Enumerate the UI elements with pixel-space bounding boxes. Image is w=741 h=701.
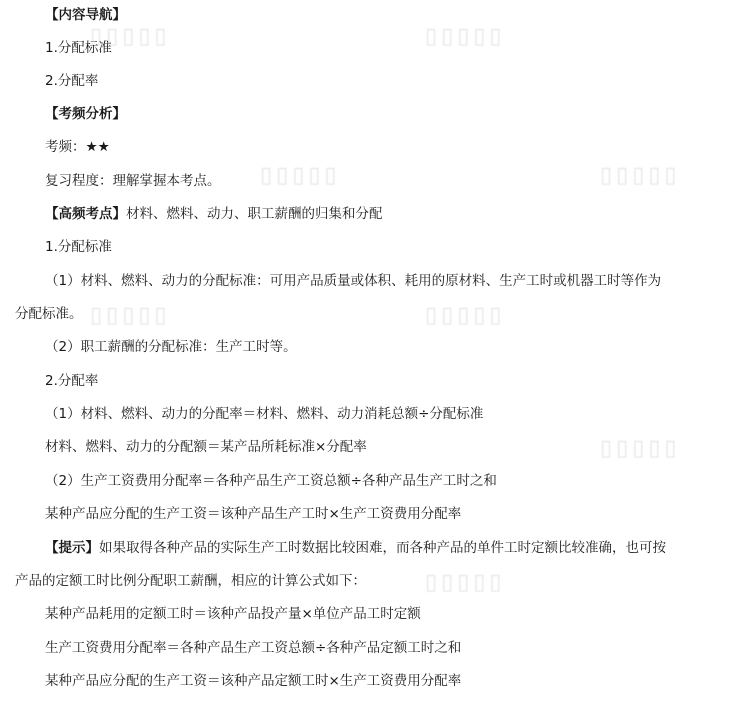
s2-item2: （2）生产工资费用分配率＝各种产品生产工资总额÷各种产品生产工时之和 xyxy=(45,473,497,489)
freq-heading: 【考频分析】 xyxy=(45,106,126,122)
hot-heading: 【高频考点】 xyxy=(45,206,126,222)
section2-title: 2.分配率 xyxy=(45,373,99,389)
watermark: ▯▯▯▯▯ xyxy=(90,303,171,328)
tip-text: 如果取得各种产品的实际生产工时数据比较困难，而各种产品的单件工时定额比较准确，也可按 xyxy=(99,540,666,556)
nav-heading-line xyxy=(0,5,741,25)
tip-line2: 产品的定额工时比例分配职工薪酬，相应的计算公式如下： xyxy=(15,573,366,589)
freq-heading-line xyxy=(0,104,741,124)
s2-item2-formula: 某种产品应分配的生产工资＝该种产品生产工时×生产工资费用分配率 xyxy=(45,506,462,522)
s1-item2: （2）职工薪酬的分配标准：生产工时等。 xyxy=(45,339,297,355)
tip-heading: 【提示】 xyxy=(45,540,99,556)
formula-1: 某种产品耗用的定额工时＝该种产品投产量×单位产品工时定额 xyxy=(45,606,421,622)
s1-item1-line2: 分配标准。 xyxy=(15,306,83,322)
s2-item1-formula: 材料、燃料、动力的分配额＝某产品所耗标准×分配率 xyxy=(45,439,367,455)
watermark: ▯▯▯▯▯ xyxy=(425,570,506,595)
s2-item1: （1）材料、燃料、动力的分配率＝材料、燃料、动力消耗总额÷分配标准 xyxy=(45,406,484,422)
formula-3: 某种产品应分配的生产工资＝该种产品定额工时×生产工资费用分配率 xyxy=(45,673,462,689)
watermark: ▯▯▯▯▯ xyxy=(260,163,341,188)
review-level: 复习程度：理解掌握本考点。 xyxy=(45,173,221,189)
watermark: ▯▯▯▯▯ xyxy=(600,436,681,461)
hot-topic: 材料、燃料、动力、职工薪酬的归集和分配 xyxy=(126,206,383,222)
nav-item: 2.分配率 xyxy=(45,73,99,89)
hot-topic-line xyxy=(0,204,741,224)
watermark: ▯▯▯▯▯ xyxy=(425,303,506,328)
nav-heading: 【内容导航】 xyxy=(45,7,126,23)
nav-item: 1.分配标准 xyxy=(45,40,112,56)
watermark: ▯▯▯▯▯ xyxy=(90,24,171,49)
watermark: ▯▯▯▯▯ xyxy=(600,163,681,188)
formula-2: 生产工资费用分配率＝各种产品生产工资总额÷各种产品定额工时之和 xyxy=(45,640,462,656)
tip-line1 xyxy=(0,538,741,558)
section1-title: 1.分配标准 xyxy=(45,239,112,255)
watermark: ▯▯▯▯▯ xyxy=(425,24,506,49)
freq-label: 考频：★★ xyxy=(45,139,110,155)
s1-item1-line1: （1）材料、燃料、动力的分配标准：可用产品质量或体积、耗用的原材料、生产工时或机器工时等作为 xyxy=(45,273,662,289)
